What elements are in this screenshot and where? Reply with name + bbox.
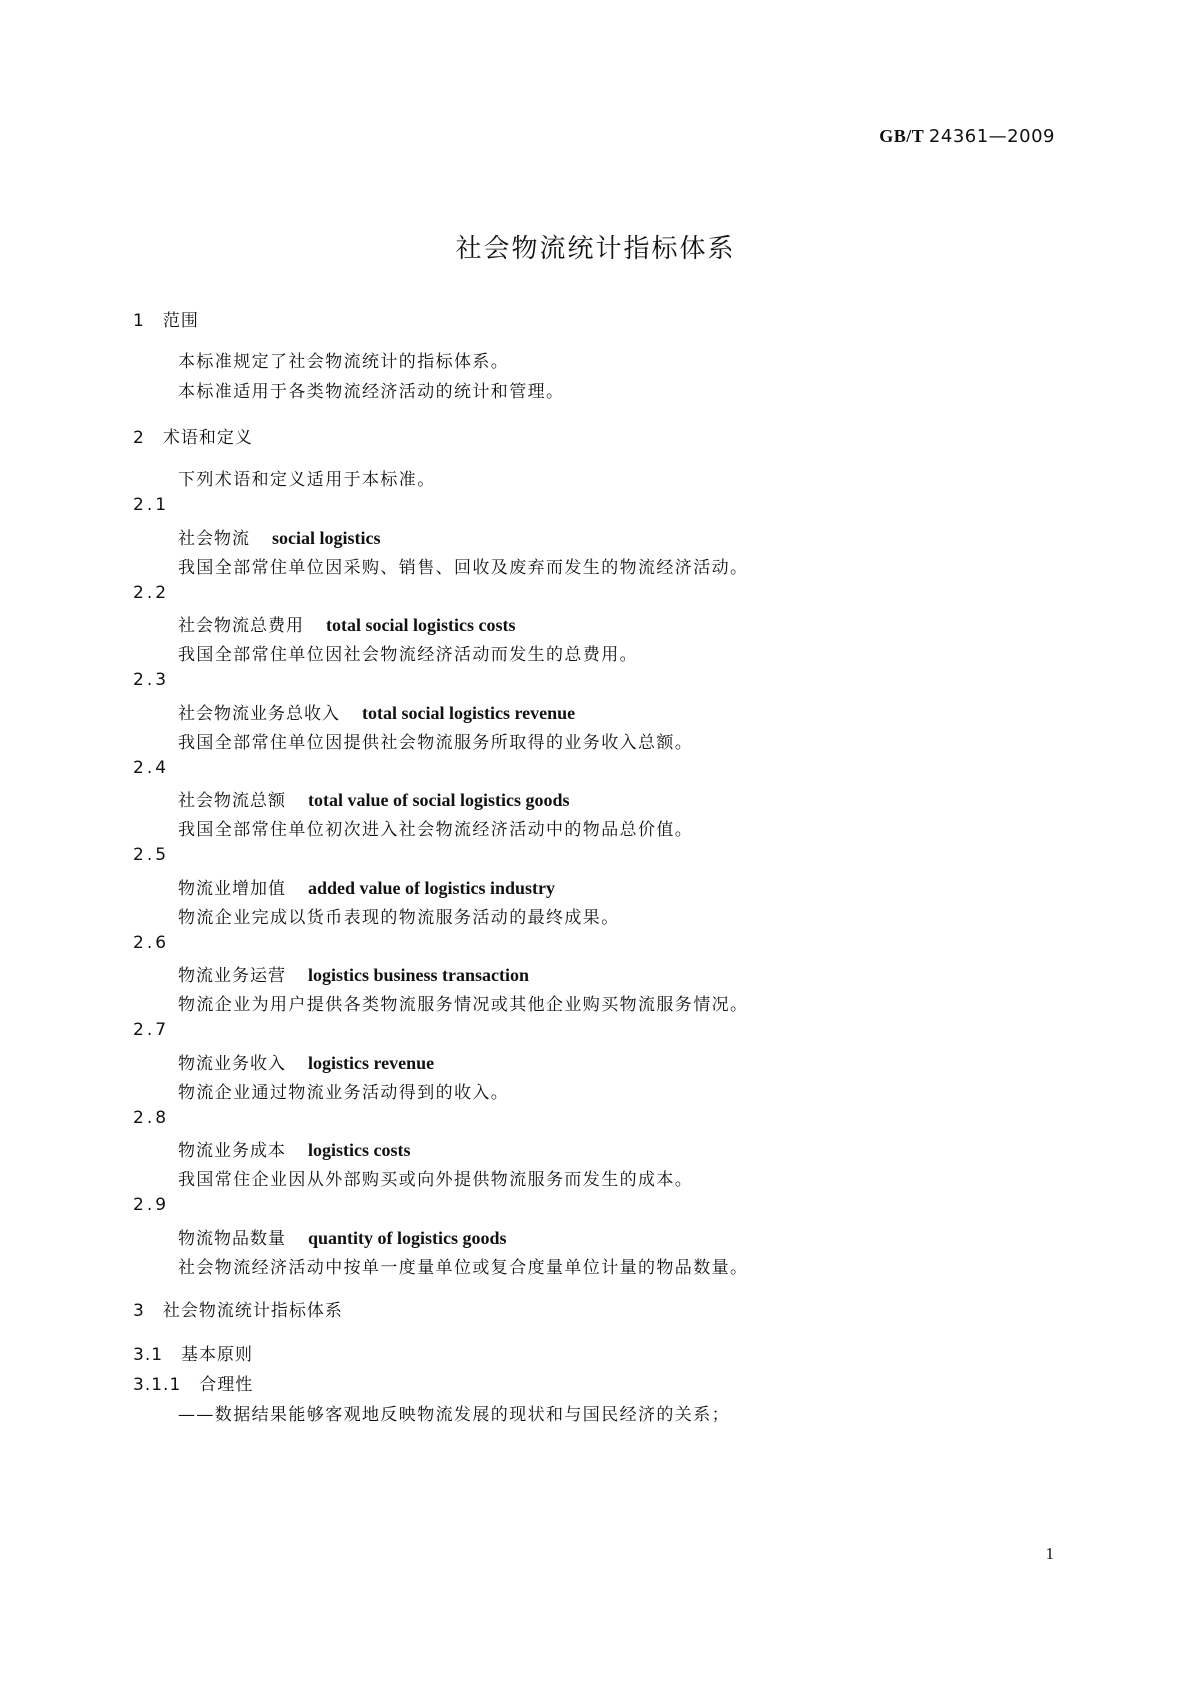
document-title: 社会物流统计指标体系 bbox=[455, 234, 736, 264]
term-zh: 社会物流总费用 bbox=[178, 616, 304, 636]
term-definition: 物流企业完成以货币表现的物流服务活动的最终成果。 bbox=[178, 908, 620, 928]
term-definition: 我国全部常住单位初次进入社会物流经济活动中的物品总价值。 bbox=[178, 820, 694, 840]
term-en: logistics business transaction bbox=[308, 965, 530, 985]
section-1-heading bbox=[133, 306, 199, 331]
paragraph: 本标准规定了社会物流统计的指标体系。 bbox=[178, 352, 510, 372]
term-number: 2.1 bbox=[133, 495, 170, 515]
section-title: 社会物流统计指标体系 bbox=[162, 1301, 343, 1321]
term-title bbox=[178, 1224, 507, 1249]
term-en: logistics costs bbox=[308, 1140, 411, 1160]
term-zh: 物流业务成本 bbox=[178, 1141, 286, 1161]
term-definition: 社会物流经济活动中按单一度量单位或复合度量单位计量的物品数量。 bbox=[178, 1258, 749, 1278]
term-definition: 我国全部常住单位因采购、销售、回收及废弃而发生的物流经济活动。 bbox=[178, 558, 749, 578]
list-item: ——数据结果能够客观地反映物流发展的现状和与国民经济的关系； bbox=[178, 1405, 730, 1425]
standard-code-prefix: GB/T bbox=[879, 126, 924, 146]
section-2-heading bbox=[133, 423, 253, 448]
term-definition: 我国全部常住单位因社会物流经济活动而发生的总费用。 bbox=[178, 645, 638, 665]
term-number: 2.9 bbox=[133, 1195, 170, 1215]
term-zh: 物流物品数量 bbox=[178, 1229, 286, 1249]
term-title bbox=[178, 961, 529, 986]
term-title bbox=[178, 1136, 411, 1161]
term-en: added value of logistics industry bbox=[308, 878, 556, 898]
term-title bbox=[178, 611, 515, 636]
term-title bbox=[178, 524, 381, 549]
term-zh: 社会物流总额 bbox=[178, 791, 286, 811]
paragraph: 本标准适用于各类物流经济活动的统计和管理。 bbox=[178, 382, 565, 402]
term-number: 2.8 bbox=[133, 1108, 170, 1128]
term-title bbox=[178, 1049, 434, 1074]
term-zh: 社会物流 bbox=[178, 529, 250, 549]
page-number: 1 bbox=[1045, 1544, 1054, 1563]
term-zh: 物流业务运营 bbox=[178, 966, 286, 986]
term-en: total value of social logistics goods bbox=[308, 790, 570, 810]
term-title bbox=[178, 786, 570, 811]
term-number: 2.2 bbox=[133, 583, 170, 603]
term-definition: 物流企业通过物流业务活动得到的收入。 bbox=[178, 1083, 510, 1103]
term-zh: 物流业务收入 bbox=[178, 1054, 286, 1074]
subsection-title: 合理性 bbox=[199, 1375, 254, 1395]
term-definition: 物流企业为用户提供各类物流服务情况或其他企业购买物流服务情况。 bbox=[178, 995, 749, 1015]
term-title bbox=[178, 874, 555, 899]
term-en: quantity of logistics goods bbox=[308, 1228, 507, 1248]
term-number: 2.7 bbox=[133, 1020, 170, 1040]
term-definition: 我国全部常住单位因提供社会物流服务所取得的业务收入总额。 bbox=[178, 733, 694, 753]
section-title: 范围 bbox=[162, 311, 199, 331]
term-en: logistics revenue bbox=[308, 1053, 435, 1073]
term-en: total social logistics revenue bbox=[362, 703, 576, 723]
standard-code-number: 24361—2009 bbox=[928, 126, 1055, 147]
subsection-number: 3.1 bbox=[133, 1345, 164, 1365]
term-en: total social logistics costs bbox=[326, 615, 516, 635]
section-number: 2 bbox=[133, 428, 145, 448]
term-number: 2.5 bbox=[133, 845, 170, 865]
term-number: 2.4 bbox=[133, 758, 170, 778]
subsection-3-1-1-heading bbox=[133, 1370, 253, 1395]
subsection-number: 3.1.1 bbox=[133, 1375, 182, 1395]
term-zh: 物流业增加值 bbox=[178, 879, 286, 899]
term-number: 2.3 bbox=[133, 670, 170, 690]
paragraph: 下列术语和定义适用于本标准。 bbox=[178, 470, 436, 490]
subsection-title: 基本原则 bbox=[181, 1345, 254, 1365]
term-definition: 我国常住企业因从外部购买或向外提供物流服务而发生的成本。 bbox=[178, 1170, 694, 1190]
section-number: 1 bbox=[133, 311, 145, 331]
section-title: 术语和定义 bbox=[162, 428, 253, 448]
section-number: 3 bbox=[133, 1301, 145, 1321]
term-title bbox=[178, 699, 575, 724]
term-zh: 社会物流业务总收入 bbox=[178, 704, 340, 724]
term-en: social logistics bbox=[272, 528, 381, 548]
section-3-heading bbox=[133, 1296, 343, 1321]
term-number: 2.6 bbox=[133, 933, 170, 953]
subsection-3-1-heading bbox=[133, 1340, 253, 1365]
standard-code bbox=[879, 126, 1055, 147]
